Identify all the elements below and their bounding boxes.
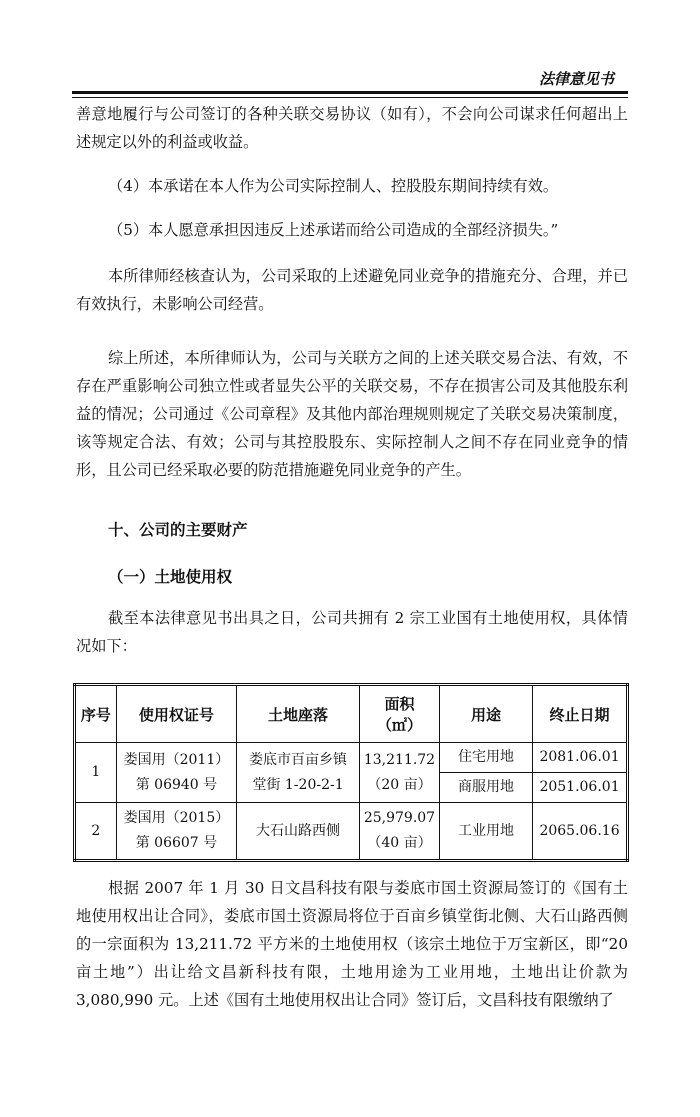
cell-cert-line1: 娄国用（2015） xyxy=(123,810,230,826)
cell-location: 大石山路西侧 xyxy=(237,803,360,861)
header-area-label: 面积 xyxy=(384,695,415,713)
cell-area xyxy=(359,803,439,861)
cell-area-mu: （20 亩） xyxy=(367,776,432,793)
cell-cert-line1: 娄国用（2011） xyxy=(123,751,230,768)
header-rule-thin xyxy=(72,97,628,98)
cell-location xyxy=(237,743,360,803)
cell-end-date: 2065.06.16 xyxy=(533,803,628,861)
paragraph-contract-details: 根据 2007 年 1 月 30 日文昌科技有限与娄底市国土资源局签订的《国有土地使用权出让合同》，娄底市国土资源局将位于百亩乡镇堂街北侧、大石山路西侧的一宗面积为 13,211.72 平方米的土地使用权（该宗土地位于万宝新区，即“20 亩土地”）出让给文昌新科技有限，土地用途为工业用地，土地出让价款为 3,080,990 元。上述《国有土地使用权出让合同》签订后，文昌科技有限缴纳了 xyxy=(76,879,628,1009)
table-row xyxy=(75,743,628,773)
cell-end-date: 2081.06.01 xyxy=(533,743,628,773)
cell-use: 商服用地 xyxy=(439,773,532,803)
cell-area-sqm: 25,979.07 xyxy=(363,810,436,826)
header-end-date: 终止日期 xyxy=(533,685,628,743)
subsection-heading: （一）土地使用权 xyxy=(108,568,233,586)
cell-cert xyxy=(116,803,236,861)
header-area xyxy=(359,685,439,743)
paragraph-commitment-4: （4）本承诺在本人作为公司实际控制人、控股股东期间持续有效。 xyxy=(108,177,559,195)
cell-area xyxy=(359,743,439,803)
paragraph-lawyer-opinion: 本所律师经核查认为，公司采取的上述避免同业竞争的措施充分、合理，并已有效执行，未影响公司经营。 xyxy=(76,267,628,313)
section-heading: 十、公司的主要财产 xyxy=(108,521,248,539)
header-use: 用途 xyxy=(439,685,532,743)
paragraph-summary: 综上所述，本所律师认为，公司与关联方之间的上述关联交易合法、有效，不存在严重影响公司独立性或者显失公平的关联交易，不存在损害公司及其他股东利益的情况；公司通过《公司章程》及其他内部治理规则规定了关联交易决策制度，该等规定合法、有效；公司与其控股股东、实际控制人之间不存在同业竞争的情形，且公司已经采取必要的防范措施避免同业竞争的产生。 xyxy=(76,349,628,479)
cell-area-sqm: 13,211.72 xyxy=(363,751,436,768)
cell-cert-line2: 第 06940 号 xyxy=(135,776,218,793)
header-area-unit: （㎡） xyxy=(376,716,422,734)
paragraph-land-intro: 截至本法律意见书出具之日，公司共拥有 2 宗工业国有土地使用权，具体情况如下： xyxy=(76,609,628,655)
document-header-title: 法律意见书 xyxy=(538,70,614,88)
header-rule-thick xyxy=(72,91,628,94)
cell-no: 2 xyxy=(75,803,117,861)
cell-location-line2: 堂街 1-20-2-1 xyxy=(252,776,344,793)
table-row xyxy=(75,803,628,861)
cell-end-date: 2051.06.01 xyxy=(533,773,628,803)
cell-use: 住宅用地 xyxy=(439,743,532,773)
table-header-row xyxy=(75,685,628,743)
header-cert: 使用权证号 xyxy=(116,685,236,743)
cell-cert xyxy=(116,743,236,803)
paragraph-commitment-5: （5）本人愿意承担因违反上述承诺而给公司造成的全部经济损失。” xyxy=(108,221,559,239)
paragraph-continuation: 善意地履行与公司签订的各种关联交易协议（如有），不会向公司谋求任何超出上述规定以外的利益或收益。 xyxy=(76,105,628,151)
cell-area-mu: （40 亩） xyxy=(367,835,432,851)
land-use-rights-table xyxy=(73,683,629,862)
cell-location-line1: 娄底市百亩乡镇 xyxy=(249,751,348,768)
cell-cert-line2: 第 06607 号 xyxy=(135,835,218,851)
header-no: 序号 xyxy=(75,685,117,743)
cell-use: 工业用地 xyxy=(439,803,532,861)
header-location: 土地座落 xyxy=(237,685,360,743)
cell-no: 1 xyxy=(75,743,117,803)
